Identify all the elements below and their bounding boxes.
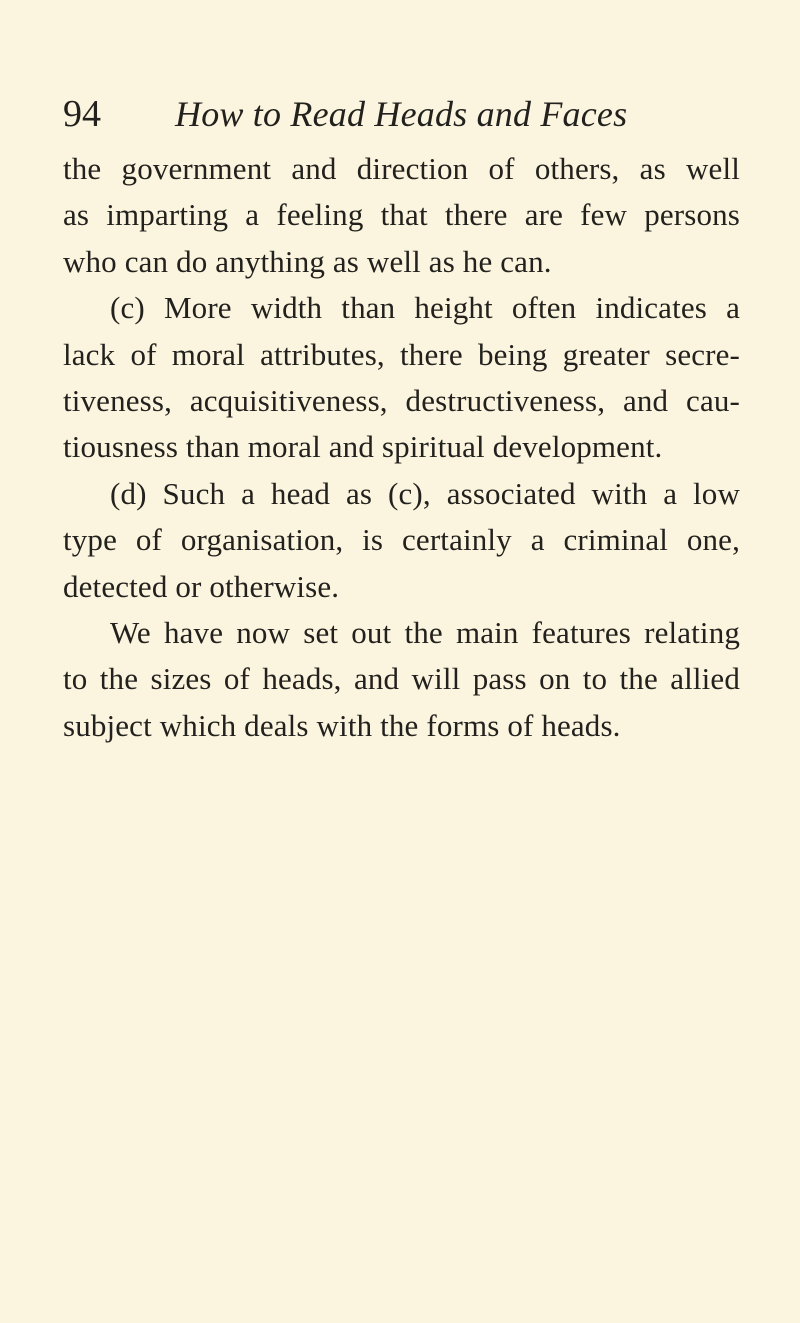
text-line: detected or otherwise.: [63, 568, 340, 604]
paragraph-d-start: (d) Such a head as (c), associated with a low: [110, 475, 740, 511]
text-line: lack of moral attributes, there being greater secre-: [63, 336, 740, 372]
page-number: 94: [63, 93, 101, 135]
text-line: type of organisation, is certainly a criminal one,: [63, 522, 740, 558]
body-text: [63, 146, 740, 749]
text-line: as imparting a feeling that there are few persons: [63, 197, 740, 233]
paragraph-c-start: (c) More width than height often indicates a: [110, 290, 740, 326]
text-line: tiveness, acquisitiveness, destructiveness, and cau-: [63, 382, 740, 418]
text-line: the government and direction of others, as well: [63, 151, 740, 186]
text-line: tiousness than moral and spiritual development.: [63, 429, 663, 465]
text-line: subject which deals with the forms of heads.: [63, 707, 621, 743]
text-line: to the sizes of heads, and will pass on to the allied: [63, 661, 740, 697]
text-line: who can do anything as well as he can.: [63, 243, 552, 279]
running-head: [63, 92, 743, 136]
running-title: How to Read Heads and Faces: [175, 94, 628, 134]
paragraph-summary-start: We have now set out the main features relating: [110, 614, 740, 650]
